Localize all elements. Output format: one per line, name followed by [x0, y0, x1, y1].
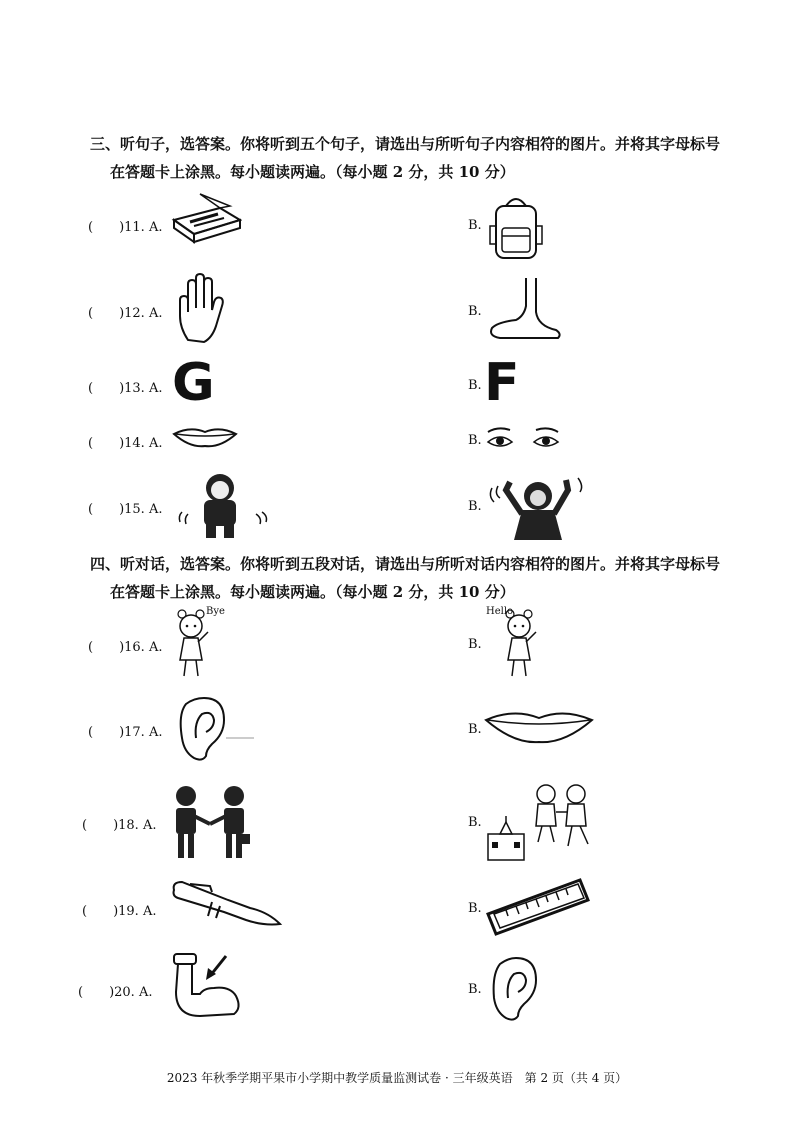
question-16: [88, 636, 162, 655]
option-b-11: B.: [468, 218, 482, 233]
option-b-15: B.: [468, 499, 482, 514]
mouth-icon: [484, 706, 594, 746]
section-4-line2: 在答题卡上涂黑。每小题读两遍。（每小题 2 分，共 10 分）: [110, 583, 515, 601]
backpack-icon: [488, 190, 544, 262]
mouth-icon: [172, 424, 238, 450]
question-20: [78, 981, 152, 1000]
question-15-label: ( )15. A.: [88, 502, 163, 517]
question-13: [88, 377, 162, 396]
letter-g-icon: G: [172, 353, 215, 413]
speech-bye: Bye: [206, 606, 225, 617]
question-15: [88, 498, 162, 517]
ruler-icon: [484, 876, 590, 936]
question-12: [88, 302, 162, 321]
girl-hello-icon: [500, 608, 540, 680]
question-17: [88, 721, 162, 740]
kids-school-icon: [484, 776, 604, 864]
option-b-19: B.: [468, 901, 482, 916]
question-20-label: ( )20. A.: [78, 985, 153, 1000]
section-3-heading: [90, 130, 730, 186]
option-b-16: B.: [468, 637, 482, 652]
question-11: [88, 216, 162, 235]
hand-icon: [174, 272, 234, 346]
option-b-20: B.: [468, 982, 482, 997]
question-11-label: ( )11. A.: [88, 220, 163, 235]
girl-bye-icon: [172, 608, 212, 680]
ear-icon: [174, 694, 256, 762]
ear-icon: [490, 954, 542, 1024]
question-14-label: ( )14. A.: [88, 436, 163, 451]
page-footer: 2023 年秋季学期平果市小学期中教学质量监测试卷 · 三年级英语 第 2 页（共 4 页）: [166, 1071, 628, 1085]
section-3-line2: 在答题卡上涂黑。每小题读两遍。（每小题 2 分，共 10 分）: [110, 163, 515, 181]
option-b-17: B.: [468, 722, 482, 737]
question-12-label: ( )12. A.: [88, 306, 163, 321]
question-18-label: ( )18. A.: [82, 818, 157, 833]
option-b-12: B.: [468, 304, 482, 319]
girl-waving-icon: [486, 468, 590, 542]
option-b-14: B.: [468, 433, 482, 448]
section-3-line1: 三、听句子，选答案。你将听到五个句子，请选出与所听句子内容相符的图片。并将其字母标号: [90, 135, 721, 153]
letter-f-icon: F: [484, 353, 520, 413]
option-b-18: B.: [468, 815, 482, 830]
pen-icon: [168, 878, 284, 930]
question-14: [88, 432, 162, 451]
boy-sitting-icon: [174, 470, 278, 540]
section-4-heading: [90, 550, 730, 606]
question-19: [82, 900, 156, 919]
option-b-13: B.: [468, 378, 482, 393]
question-19-label: ( )19. A.: [82, 904, 157, 919]
eyes-icon: [486, 424, 560, 454]
handshake-icon: [168, 782, 252, 860]
foot-icon: [486, 276, 566, 344]
question-18: [82, 814, 156, 833]
speech-hello: Hello: [486, 606, 514, 617]
question-16-label: ( )16. A.: [88, 640, 163, 655]
question-17-label: ( )17. A.: [88, 725, 163, 740]
question-13-label: ( )13. A.: [88, 381, 163, 396]
arm-icon: [170, 950, 244, 1022]
section-4-line1: 四、听对话，选答案。你将听到五段对话，请选出与所听对话内容相符的图片。并将其字母标号: [90, 555, 721, 573]
pencil-box-icon: [170, 190, 242, 244]
